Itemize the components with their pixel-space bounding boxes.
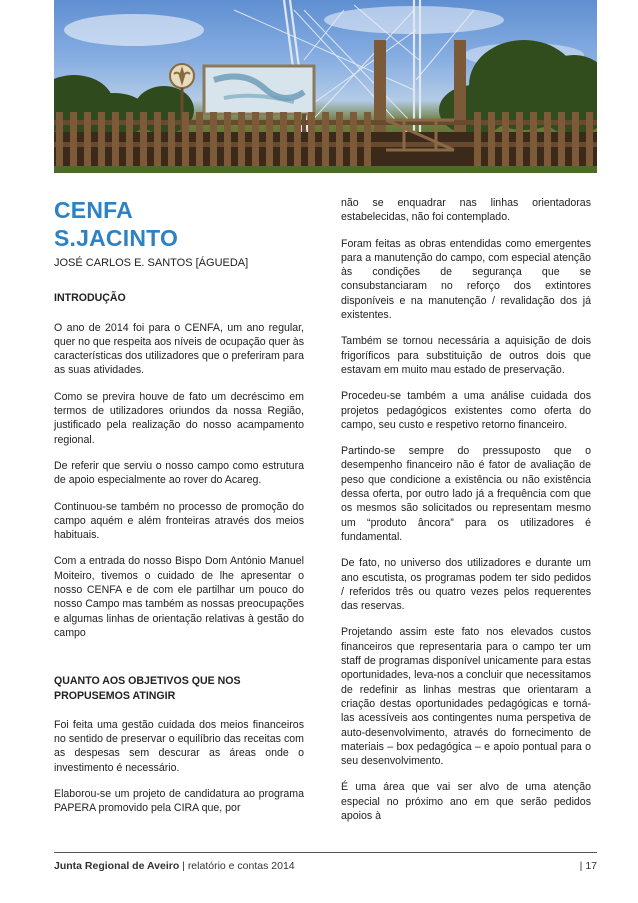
paragraph: Também se tornou necessária a aquisição de dois frigoríficos para substituição de outros dois que estavam em muito mau estado de preservação. bbox=[341, 335, 591, 376]
paragraph: Continuou-se também no processo de promoção do campo aquém e além fronteiras através dos meios habituais. bbox=[54, 500, 304, 542]
author-byline: JOSÉ CARLOS E. SANTOS [ÁGUEDA] bbox=[54, 257, 249, 269]
objectives-heading-line-2: PROPUSEMOS ATINGIR bbox=[54, 689, 176, 702]
left-column bbox=[54, 196, 304, 828]
header-photo bbox=[54, 0, 597, 173]
footer-report-title: relatório e contas 2014 bbox=[187, 860, 295, 872]
paragraph: Elaborou-se um projeto de candidatura ao programa PAPERA promovido pela CIRA que, por bbox=[54, 788, 304, 815]
right-column bbox=[341, 196, 591, 835]
paragraph: De referir que serviu o nosso campo como estrutura de apoio especialmente ao rover do Acareg. bbox=[54, 459, 304, 487]
article-title bbox=[54, 196, 304, 252]
paragraph: É uma área que vai ser alvo de uma atenção especial no próximo ano em que serão pedidos apoios à bbox=[341, 781, 591, 822]
intro-heading: INTRODUÇÃO bbox=[54, 292, 126, 305]
footer-divider bbox=[54, 852, 597, 853]
paragraph: Foi feita uma gestão cuidada dos meios financeiros no sentido de preservar o equilíbrio das receitas com as despesas sem descurar as áreas onde o investimento é necessário. bbox=[54, 718, 304, 774]
footer-separator: | bbox=[179, 860, 188, 872]
paragraph: não se enquadrar nas linhas orientadoras estabelecidas, não foi contemplado. bbox=[341, 197, 591, 224]
paragraph: Com a entrada do nosso Bispo Dom António Manuel Moiteiro, tivemos o cuidado de lhe apresentar o nosso CENFA e de com ele partilhar um pouco do nosso Campo mas também as nossas preocupações e algumas linhas de orientação relativas à gestão do campo bbox=[54, 555, 304, 639]
page-footer bbox=[54, 860, 597, 872]
title-line-2: S.JACINTO bbox=[54, 225, 179, 251]
objectives-heading bbox=[54, 674, 304, 703]
paragraph: Foram feitas as obras entendidas como emergentes para a manutenção do campo, com especial atenção às condições de segurança que se consubstanciaram no reforço dos extintores disponíveis e na manutenção / revalidação dos já existentes. bbox=[341, 237, 591, 322]
paragraph: De fato, no universo dos utilizadores e durante um ano escutista, os programas podem ter sido pedidos / referidos três ou quatro vezes pelos requerentes das reservas. bbox=[341, 557, 591, 613]
campsite-entrance-illustration bbox=[54, 0, 597, 173]
paragraph: O ano de 2014 foi para o CENFA, um ano regular, quer no que respeita aos níveis de ocupação quer às características dos utilizadores que o preferiram para as suas atividades. bbox=[54, 321, 304, 377]
paragraph: Projetando assim este fato nos elevados custos financeiros que representaria para o campo ter um staff de programas disponível unicamente para estas oportunidades, leva-nos a concluir que necessitamos de redefinir as linhas mestras que orientaram a criação destas oportunidades pedagógicas e torná-las acessíveis aos contingentes numa perspetiva de auto-desenvolvimento, através do fornecimento de materiais – box pedagógica – e apoio pontual para o seu desenvolvimento. bbox=[341, 626, 591, 768]
objectives-heading-line-1: QUANTO AOS OBJETIVOS QUE NOS bbox=[54, 675, 241, 688]
paragraph: Procedeu-se também a uma análise cuidada dos projetos pedagógicos existentes como oferta do campo, seu custo e respetivo retorno financeiro. bbox=[341, 390, 591, 431]
footer-organization: Junta Regional de Aveiro bbox=[54, 860, 180, 872]
paragraph: Partindo-se sempre do pressuposto que o desempenho financeiro não é fator de avaliação de peso que condicione a existência ou não existência dessa oferta, por outro lado já a frequência com que os mesmos são solicitados ou representam mesmo um “produto âncora” para os utilizadores é fundamental. bbox=[341, 445, 591, 543]
page-number: | 17 bbox=[579, 860, 597, 872]
title-line-1: CENFA bbox=[54, 197, 133, 223]
paragraph: Como se previra houve de fato um decréscimo em termos de utilizadores oriundos da nossa Região, justificado pela realização do nosso acampamento regional. bbox=[54, 390, 304, 446]
